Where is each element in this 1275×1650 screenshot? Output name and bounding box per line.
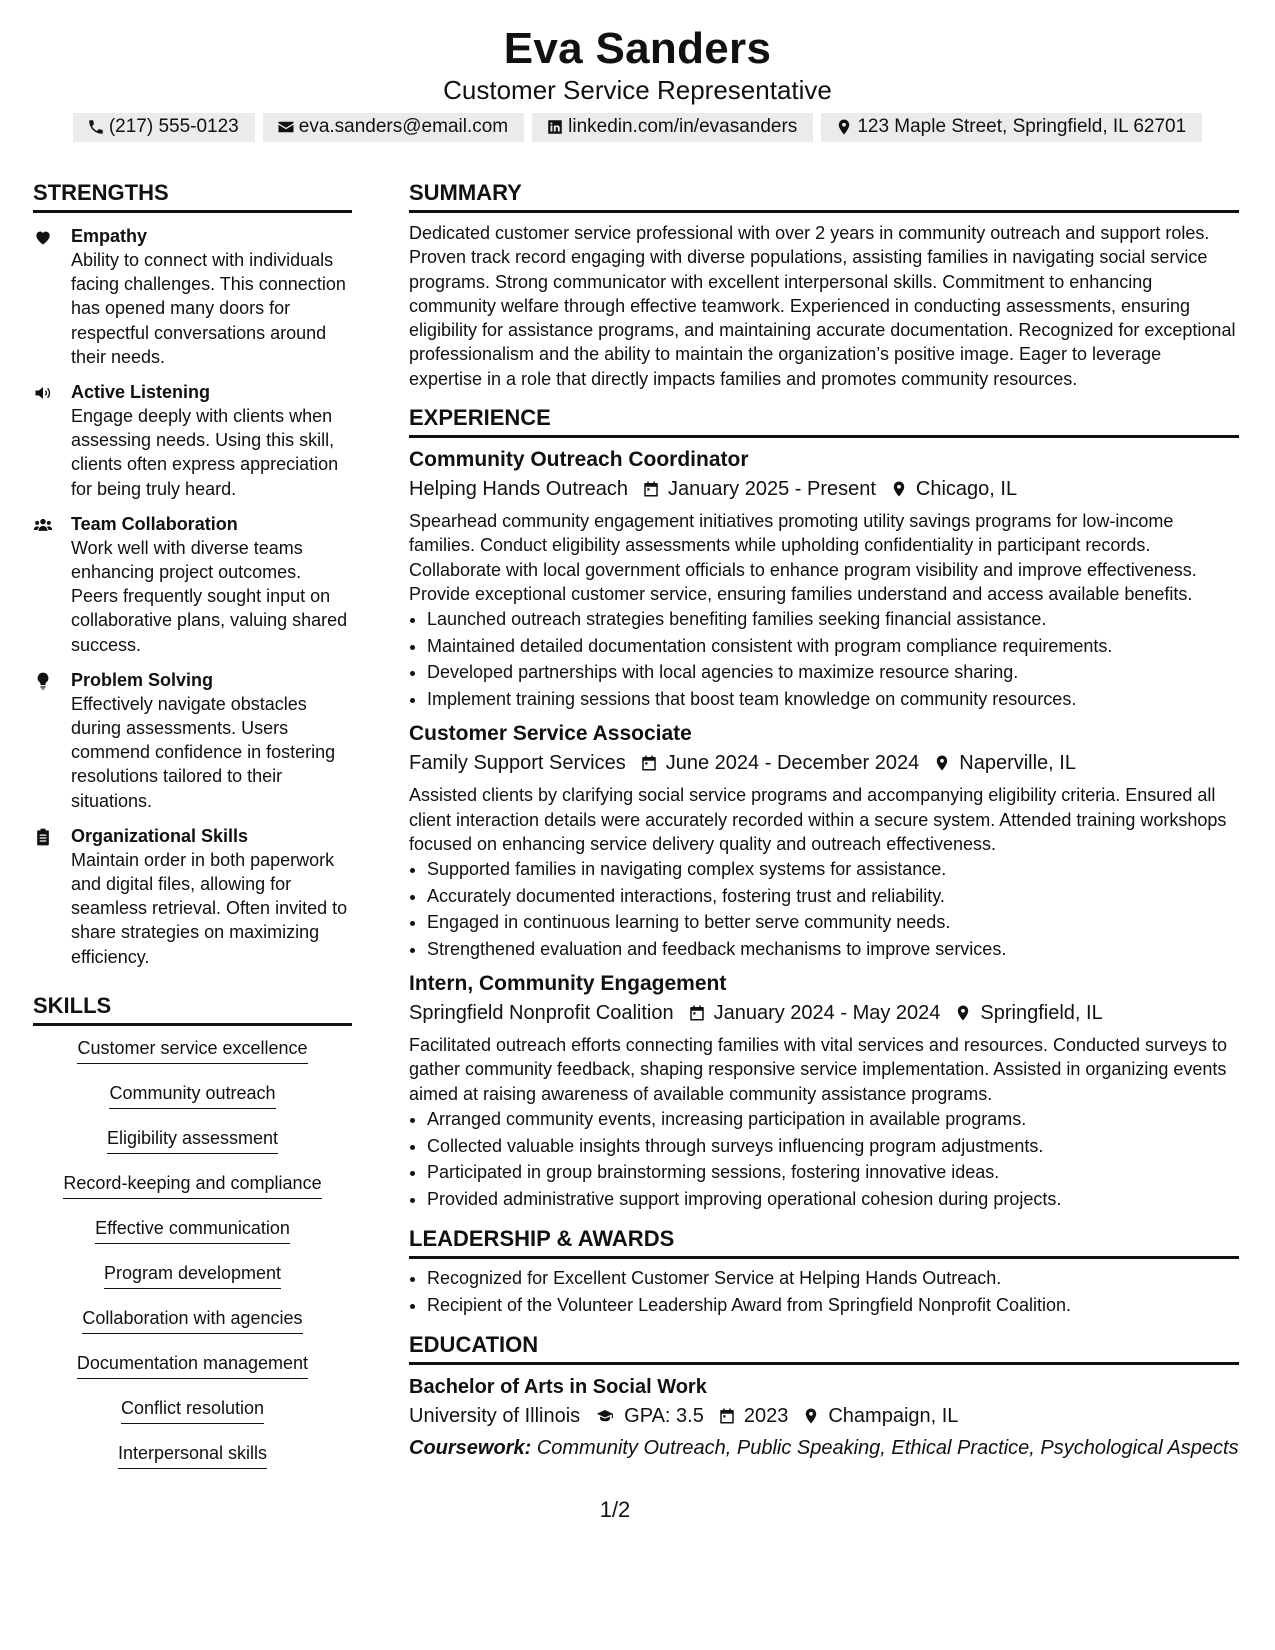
left-column	[33, 178, 352, 1486]
skill-label: Effective communication	[95, 1216, 290, 1244]
skill-item	[33, 1036, 352, 1081]
volume-icon	[33, 383, 53, 403]
strength-name: Empathy	[71, 226, 148, 246]
bullet-item: • Supported families in navigating complex systems for assistance.	[427, 856, 1239, 883]
strength-name: Active Listening	[71, 382, 211, 403]
map-pin-icon	[802, 1407, 820, 1425]
skill-label: Documentation management	[77, 1351, 308, 1379]
coursework	[409, 1435, 1239, 1461]
candidate-name: Eva Sanders	[503, 24, 772, 73]
calendar-icon	[688, 1004, 706, 1022]
skill-label: Eligibility assessment	[107, 1126, 278, 1154]
summary-text: Dedicated customer service professional with over 2 years in community outreach and support roles. Proven track record engaging with diverse populations, assisting families in navigating social service programs. Strong communicator with excellent interpersonal skills. Commitment to enhancing community welfare through effective teamwork. Experienced in conducting assessments, ensuring eligibility for assistance programs, and maintaining accurate documentation. Recognized for exceptional professionalism and the ability to maintain the organization’s positive image. Eager to leverage expertise in a role that directly impacts families and promotes community resources.	[409, 223, 1236, 389]
linkedin-icon	[546, 118, 564, 136]
bullet-item: • Implement training sessions that boost team knowledge on community resources.	[427, 686, 1239, 713]
skill-label: Program development	[104, 1261, 281, 1289]
skill-item	[33, 1216, 352, 1261]
coursework-label: Coursework:	[409, 1437, 532, 1460]
address-text: 123 Maple Street, Springfield, IL 62701	[857, 116, 1187, 137]
strengths-heading: STRENGTHS	[33, 178, 352, 213]
job-location: Springfield, IL	[980, 1002, 1103, 1025]
award-item: • Recognized for Excellent Customer Service at Helping Hands Outreach.	[427, 1265, 1239, 1292]
graduation-cap-icon	[594, 1407, 616, 1425]
coursework-list: Community Outreach, Public Speaking, Ethical Practice, Psychological Aspects	[536, 1437, 1239, 1460]
calendar-icon	[640, 754, 658, 772]
skill-item	[33, 1081, 352, 1126]
job-description: Facilitated outreach efforts connecting families with vital services and resources. Conducted surveys to gather community feedback, shaping responsive service implementation. Assisted in organizing events aimed at raising awareness of available community assistance programs.	[409, 1035, 1228, 1104]
job-meta	[409, 474, 1239, 504]
graduation-year: 2023	[743, 1405, 789, 1428]
bullet-item: • Accurately documented interactions, fostering trust and reliability.	[427, 883, 1239, 910]
skills-heading: SKILLS	[33, 991, 352, 1026]
address-chip	[821, 113, 1202, 142]
bullet-item: • Collected valuable insights through surveys influencing program adjustments.	[427, 1133, 1239, 1160]
bullet-item: • Developed partnerships with local agencies to maximize resource sharing.	[427, 659, 1239, 686]
job-dates: January 2024 - May 2024	[713, 1002, 941, 1025]
heart-icon	[33, 227, 53, 247]
map-pin-icon	[835, 118, 853, 136]
map-pin-icon	[933, 754, 951, 772]
bullet-item: • Engaged in continuous learning to better serve community needs.	[427, 909, 1239, 936]
skill-item	[33, 1306, 352, 1351]
job-bullets	[409, 1106, 1239, 1212]
job-bullets	[409, 856, 1239, 962]
envelope-icon	[277, 118, 295, 136]
candidate-title: Customer Service Representative	[443, 75, 832, 105]
job-meta	[409, 998, 1239, 1028]
job-title: Intern, Community Engagement	[409, 972, 727, 996]
education-entry	[409, 1373, 1239, 1461]
skill-item	[33, 1261, 352, 1306]
skill-label: Customer service excellence	[77, 1036, 307, 1064]
skill-label: Record-keeping and compliance	[63, 1171, 321, 1199]
job-company: Family Support Services	[409, 752, 626, 775]
experience-heading: EXPERIENCE	[409, 403, 1239, 438]
strength-item	[33, 824, 352, 969]
strength-name: Team Collaboration	[71, 513, 238, 534]
bullet-item: • Maintained detailed documentation consistent with program compliance requirements.	[427, 633, 1239, 660]
job-location: Chicago, IL	[915, 478, 1018, 501]
strength-item	[33, 380, 352, 501]
lightbulb-icon	[33, 671, 53, 691]
education-heading: EDUCATION	[409, 1330, 1239, 1365]
strength-desc: Maintain order in both paperwork and digital files, allowing for seamless retrieval. Often invited to share strategies on maximizing efficiency.	[71, 849, 348, 967]
bullet-item: • Participated in group brainstorming sessions, fostering innovative ideas.	[427, 1159, 1239, 1186]
skill-item	[33, 1351, 352, 1396]
phone-chip	[73, 113, 255, 142]
strength-name: Organizational Skills	[71, 825, 249, 846]
bullet-item: • Provided administrative support improving operational cohesion during projects.	[427, 1186, 1239, 1213]
calendar-icon	[718, 1407, 736, 1425]
phone-text: (217) 555-0123	[108, 116, 239, 137]
job-description: Spearhead community engagement initiatives promoting utility savings programs for low-income families. Conduct eligibility assessments while upholding confidentiality in participant records. Collaborate with local government officials to enhance program visibility and improve effectiveness. Provide exceptional customer service, ensuring families understand and access available benefits.	[409, 511, 1197, 604]
school-name: University of Illinois	[409, 1405, 581, 1428]
job-meta	[409, 748, 1239, 778]
job-company: Springfield Nonprofit Coalition	[409, 1002, 674, 1025]
job-dates: January 2025 - Present	[668, 478, 876, 501]
degree-title: Bachelor of Arts in Social Work	[409, 1376, 707, 1399]
skills-list	[33, 1036, 352, 1486]
bullet-item: • Strengthened evaluation and feedback mechanisms to improve services.	[427, 936, 1239, 963]
strength-item	[33, 512, 352, 657]
linkedin-chip[interactable]	[532, 113, 813, 142]
job-entry	[409, 720, 1239, 962]
skill-item	[33, 1171, 352, 1216]
gpa: GPA: 3.5	[624, 1405, 704, 1428]
awards-list	[409, 1265, 1239, 1318]
strength-desc: Ability to connect with individuals facing challenges. This connection has opened many doors for respectful conversations around their needs.	[71, 250, 346, 367]
job-entry	[409, 446, 1239, 712]
right-column	[409, 178, 1239, 1461]
award-item: • Recipient of the Volunteer Leadership Award from Springfield Nonprofit Coalition.	[427, 1292, 1239, 1319]
job-title: Community Outreach Coordinator	[409, 448, 749, 472]
linkedin-text[interactable]: linkedin.com/in/evasanders	[568, 116, 798, 137]
skill-item	[33, 1396, 352, 1441]
calendar-icon	[642, 480, 660, 498]
bullet-item: • Arranged community events, increasing participation in available programs.	[427, 1106, 1239, 1133]
awards-heading: LEADERSHIP & AWARDS	[409, 1224, 1239, 1259]
job-company: Helping Hands Outreach	[409, 478, 629, 501]
summary-heading: SUMMARY	[409, 178, 1239, 213]
strength-desc: Engage deeply with clients when assessing needs. Using this skill, clients often express appreciation for being truly heard.	[71, 406, 339, 499]
skill-label: Collaboration with agencies	[82, 1306, 302, 1334]
skill-item	[33, 1441, 352, 1486]
job-entry	[409, 970, 1239, 1212]
clipboard-icon	[33, 827, 53, 847]
page-number: 1/2	[599, 1497, 631, 1522]
job-bullets	[409, 606, 1239, 712]
strength-item	[33, 224, 352, 369]
users-icon	[33, 515, 53, 535]
job-location: Naperville, IL	[959, 752, 1076, 775]
map-pin-icon	[954, 1004, 972, 1022]
strength-name: Problem Solving	[71, 669, 214, 690]
skill-item	[33, 1126, 352, 1171]
skill-label: Interpersonal skills	[118, 1441, 267, 1469]
education-meta	[409, 1401, 1239, 1431]
contact-bar	[0, 113, 1275, 142]
email-text[interactable]: eva.sanders@email.com	[298, 116, 509, 137]
email-chip[interactable]	[263, 113, 524, 142]
job-title: Customer Service Associate	[409, 722, 692, 746]
skill-label: Community outreach	[109, 1081, 275, 1109]
bullet-item: • Launched outreach strategies benefiting families seeking financial assistance.	[427, 606, 1239, 633]
school-location: Champaign, IL	[828, 1405, 959, 1428]
skill-label: Conflict resolution	[121, 1396, 264, 1424]
job-description: Assisted clients by clarifying social service programs and accompanying eligibility criteria. Ensured all client interaction details were accurately recorded within a secure system. Attended training workshops focused on enhancing service delivery quality and outreach effectiveness.	[409, 785, 1227, 854]
job-dates: June 2024 - December 2024	[665, 752, 920, 775]
strength-item	[33, 668, 352, 813]
phone-icon	[87, 118, 105, 136]
strength-desc: Work well with diverse teams enhancing project outcomes. Peers frequently sought input on collaborative plans, valuing shared success.	[71, 537, 348, 655]
strength-desc: Effectively navigate obstacles during assessments. Users commend confidence in fostering resolutions tailored to their situations.	[71, 693, 336, 811]
map-pin-icon	[890, 480, 908, 498]
